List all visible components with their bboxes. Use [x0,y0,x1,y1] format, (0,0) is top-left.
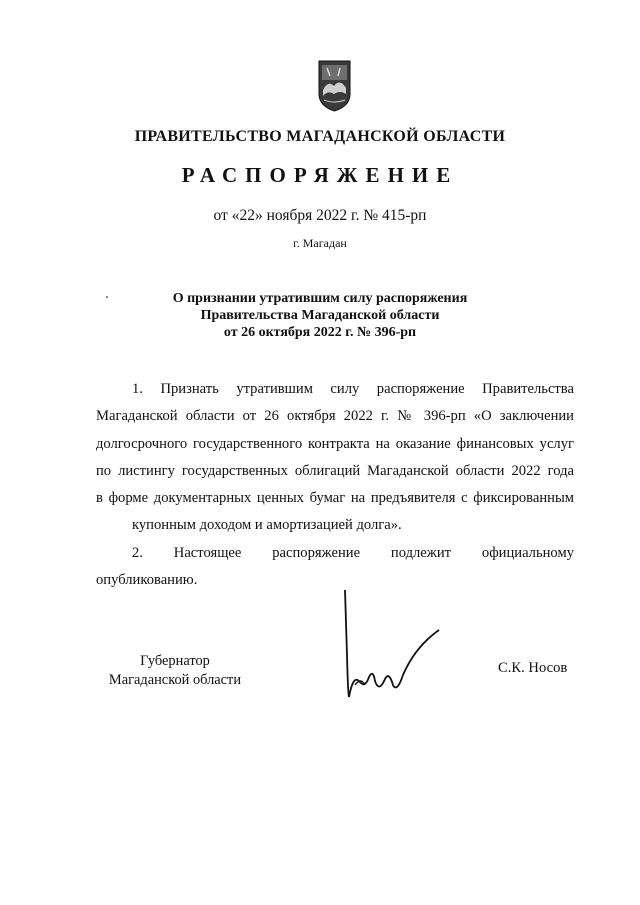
paragraph-line: по листингу государственных облигаций Магаданской области 2022 года [96,462,574,479]
subject-line: Правительства Магаданской области [200,308,440,323]
document-type: РАСПОРЯЖЕНИЕ [181,163,459,187]
paragraph-line: 1. Признать утратившим силу распоряжение Правительства [132,381,574,397]
handwritten-signature [335,585,445,705]
paragraph-line: Магаданской области от 26 октября 2022 г. № 396-рп «О заключении [96,408,574,425]
signer-position-line: Губернатор [140,653,210,669]
paragraph-item-1 [96,376,574,540]
document-subject [0,290,640,341]
signer-name: С.К. Носов [498,660,568,676]
signer-position [100,652,250,690]
paragraph-line: в форме документарных ценных бумаг на предъявителя с фиксированным [96,490,574,507]
subject-line: от 26 октября 2022 г. № 396-рп [223,325,417,340]
subject-line: О признании утратившим силу распоряжения [172,291,468,306]
coat-of-arms-emblem [318,60,351,112]
paragraph-line: 2. Настоящее распоряжение подлежит официальному [132,545,574,561]
signer-position-line: Магаданской области [108,672,242,688]
paragraph-line: купонным доходом и амортизацией долга». [132,517,402,534]
document-date-number: от «22» ноября 2022 г. № 415-рп [213,207,427,224]
paragraph-line: долгосрочного государственного контракта на оказание финансовых услуг [96,435,574,452]
paragraph-line: опубликованию. [96,572,198,589]
government-title: ПРАВИТЕЛЬСТВО МАГАДАНСКОЙ ОБЛАСТИ [134,128,506,145]
document-city: г. Магадан [293,236,347,250]
